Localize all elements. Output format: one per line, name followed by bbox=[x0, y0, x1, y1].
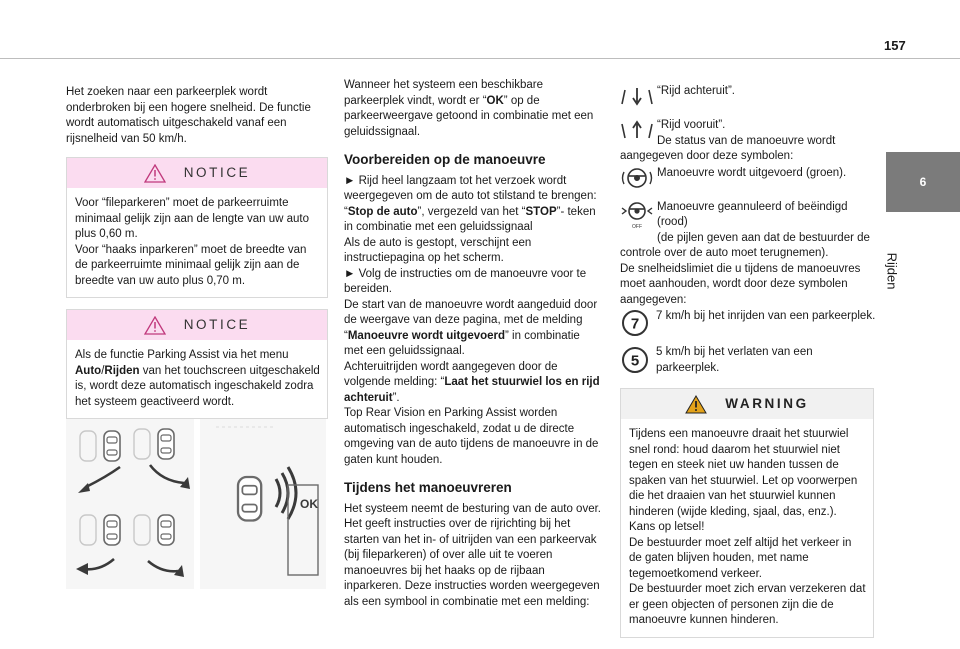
warning-box bbox=[620, 388, 874, 638]
speed-limit-5-label-b: parkeerplek. bbox=[656, 361, 720, 374]
forward-label: “Rijd vooruit”. bbox=[657, 119, 726, 131]
steering-wheel-green-icon bbox=[620, 166, 654, 190]
speed-limit-7-icon bbox=[620, 309, 654, 339]
header-rule bbox=[0, 58, 960, 59]
svg-text:7: 7 bbox=[630, 315, 640, 333]
status-green-label: Manoeuvre wordt uitgevoerd (groen). bbox=[657, 166, 847, 179]
notice-line: Voor “fileparkeren” moet de parkeerruimte minimaal gelijk zijn aan de lengte van uw auto plus 0,60 m. bbox=[75, 197, 309, 240]
speed-limit-5-label-a: 5 km/h bij het verlaten van een bbox=[656, 346, 813, 358]
warning-line: De bestuurder moet zelf altijd het verkeer in de gaten blijven houden, met name tegemoetkomend verkeer. bbox=[629, 536, 852, 580]
forward-arrows-icon bbox=[620, 118, 654, 140]
middle-column bbox=[344, 78, 602, 610]
parking-diagrams bbox=[66, 419, 326, 589]
svg-text:5: 5 bbox=[630, 352, 640, 370]
step-vision: Top Rear Vision en Parking Assist worden automatisch ingeschakeld, zodat u de directe omgeving van de auto tijdens de manoeuvre in de gaten kunt houden. bbox=[344, 407, 599, 466]
manoeuvre-paragraph: Het systeem neemt de besturing van de auto over. Het geeft instructies over de rijrichting bij het starten van het in- of uitrijden van een parkeervak (bij fileparkeren) of over alle uit te voeren manoeuvres bij het haaks op de rijbaan inparkeren. Deze instructies worden weergegeven als een symbool in combinatie met een melding: bbox=[344, 502, 601, 608]
warning-line: De bestuurder moet zich ervan verzekeren dat er geen objecten of personen zijn die de manoeuvre kunnen hinderen. bbox=[629, 583, 866, 626]
warning-line: Tijdens een manoeuvre draait het stuurwiel snel rond: houd daarom het stuurwiel niet tegen en steek niet uw handen tussen de spaken van het stuurwiel. Let op voorwerpen die het draaien van het stuurwiel kunnen hinderen (wijde kleding, sjaal, das, enz.). Kans op letsel! bbox=[629, 428, 858, 533]
notice-title: NOTICE bbox=[183, 165, 251, 181]
warning-triangle-icon bbox=[685, 395, 707, 414]
off-label: OFF bbox=[632, 223, 642, 230]
step-reverse: Achteruitrijden wordt aangegeven door de volgende melding: “Laat het stuurwiel los en rijd achteruit”. bbox=[344, 360, 600, 404]
status-cancel-c: controle over de auto moet terugnemen). bbox=[620, 247, 829, 259]
speed-limit-7-label: 7 km/h bij het inrijden van een parkeerplek. bbox=[656, 310, 876, 322]
notice-box-2 bbox=[66, 309, 328, 419]
notice-box-1 bbox=[66, 157, 328, 298]
section-heading-manoeuvre: Tijdens het manoeuvreren bbox=[344, 480, 512, 495]
warning-triangle-icon bbox=[144, 164, 166, 183]
chapter-tab[interactable]: 6 bbox=[886, 152, 960, 212]
chapter-label-text: Rijden bbox=[884, 252, 900, 290]
status-text-b: aangegeven door deze symbolen: bbox=[620, 150, 794, 162]
step-instruction-page: Als de auto is gestopt, verschijnt een instructiepagina op het scherm. bbox=[344, 236, 532, 264]
speed-intro: De snelheidslimiet die u tijdens de manoeuvres moet aanhouden, wordt door deze symbolen aangegeven: bbox=[620, 262, 861, 306]
left-column bbox=[66, 85, 328, 419]
ok-label: OK bbox=[300, 497, 318, 511]
speed-limit-5-icon bbox=[620, 345, 654, 375]
notice-line: Voor “haaks inparkeren” moet de breedte van de parkeerruimte minimaal gelijk zijn aan de breedte van uw auto plus 0,70 m. bbox=[75, 243, 307, 287]
step-stop: ► Rijd heel langzaam tot het verzoek wordt weergegeven om de auto tot stilstand te brengen: “Stop de auto”, vergezeld van het “STOP”- teken in combinatie met een geluidssignaal bbox=[344, 174, 597, 233]
intro-paragraph: Het zoeken naar een parkeerplek wordt onderbroken bij een hogere snelheid. De functie wordt automatisch uitgeschakeld vanaf een rijsnelheid van 50 km/h. bbox=[66, 86, 311, 145]
status-cancel-b: (de pijlen geven aan dat de bestuurder de bbox=[657, 231, 870, 244]
reverse-label: “Rijd achteruit”. bbox=[657, 85, 735, 97]
found-paragraph: Wanneer het systeem een beschikbare parkeerplek vindt, wordt er “OK” op de parkeerweergave getoond in combinatie met een geluidssignaal. bbox=[344, 79, 594, 138]
section-heading-prepare: Voorbereiden op de manoeuvre bbox=[344, 152, 546, 167]
status-text-a: De status van de manoeuvre wordt bbox=[657, 134, 836, 147]
step-start: De start van de manoeuvre wordt aangeduid door de weergave van deze pagina, met de melding “Manoeuvre wordt uitgevoerd” in combinatie met een geluidssignaal. bbox=[344, 298, 598, 357]
notice-text: Als de functie Parking Assist via het menu Auto/Rijden van het touchscreen uitgeschakeld is, wordt deze automatisch ingeschakeld zodra het systeem geactiveerd wordt. bbox=[75, 349, 320, 408]
warning-header bbox=[621, 389, 873, 419]
page-number: 157 bbox=[884, 38, 906, 53]
notice-header bbox=[67, 158, 327, 188]
right-column bbox=[620, 84, 878, 638]
notice-title: NOTICE bbox=[183, 317, 251, 333]
warning-title: WARNING bbox=[725, 396, 809, 412]
chapter-label bbox=[877, 248, 907, 294]
warning-triangle-icon bbox=[144, 316, 166, 335]
steering-wheel-off-icon bbox=[620, 200, 654, 230]
notice-header bbox=[67, 310, 327, 340]
status-cancel-a: Manoeuvre geannuleerd of beëindigd (rood) bbox=[657, 200, 848, 228]
reverse-arrows-icon bbox=[620, 84, 654, 106]
parking-illustration bbox=[66, 419, 326, 589]
step-follow: ► Volg de instructies om de manoeuvre voor te bereiden. bbox=[344, 267, 587, 295]
